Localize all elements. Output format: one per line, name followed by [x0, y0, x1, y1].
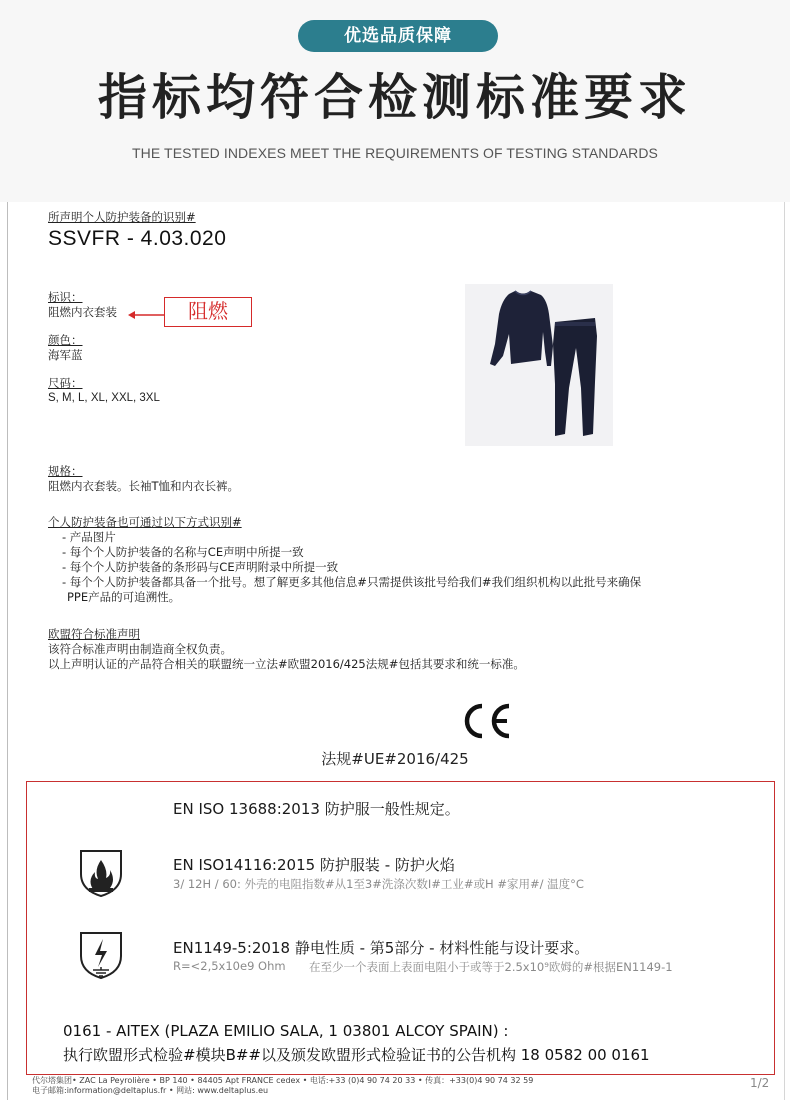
standard-en1149: EN1149-5:2018 静电性质 - 第5部分 - 材料性能与设计要求。	[173, 939, 590, 957]
identification-item: - 每个个人防护装备都具备一个批号。想了解更多其他信息#只需提供该批号给我们#我们组织机构以此批号来确保	[62, 575, 642, 589]
ce-mark-logo	[461, 702, 513, 740]
quality-badge: 优选品质保障	[298, 20, 498, 52]
eu-declaration-line: 该符合标准声明由制造商全权负责。	[48, 642, 232, 656]
size-label: 尺码：	[48, 376, 83, 390]
spec-section	[48, 464, 239, 494]
standard-en1149-resistance: R=<2,5x10e9 Ohm	[173, 959, 286, 973]
eu-declaration-label: 欧盟符合标准声明	[48, 627, 140, 641]
flame-retardant-annotation: 阻燃	[164, 297, 252, 327]
standard-en1149-note: 在至少一个表面上表面电阻小于或等于2.5x10⁹欧姆的#根据EN1149-1	[309, 960, 673, 974]
arrow-left-icon	[128, 309, 164, 321]
flame-protection-icon	[78, 848, 124, 898]
identification-item: - 每个个人防护装备的名称与CE声明中所提一致	[62, 545, 304, 559]
garment-photo	[465, 284, 613, 446]
page-title: 指标均符合检测标准要求	[97, 69, 692, 126]
spec-value: 阻燃内衣套装。长袖T恤和内衣长裤。	[48, 479, 240, 493]
standard-iso13688: EN ISO 13688:2013 防护服一般性规定。	[173, 800, 460, 818]
size-section	[48, 376, 160, 406]
doc-right-edge	[784, 202, 785, 1100]
identification-item: - 产品图片	[62, 530, 116, 544]
identification-tail: PPE产品的可追溯性。	[67, 590, 181, 604]
size-value: S, M, L, XL, XXL, 3XL	[48, 392, 160, 404]
page-subtitle: THE TESTED INDEXES MEET THE REQUIREMENTS OF TESTING STANDARDS	[132, 145, 658, 161]
document-footer	[32, 1076, 533, 1096]
spec-label: 规格：	[48, 464, 83, 478]
identification-item: - 每个个人防护装备的条形码与CE声明附录中所提一致	[62, 560, 339, 574]
standards-box	[26, 781, 775, 1075]
color-section	[48, 333, 83, 363]
standard-iso14116: EN ISO14116:2015 防护服装 - 防护火焰	[173, 856, 455, 874]
aitex-address: 0161 - AITEX (PLAZA EMILIO SALA, 1 03801 ALCOY SPAIN) :	[63, 1022, 509, 1040]
standard-iso14116-note: 3/ 12H / 60: 外壳的电阻指数#从1至3#洗涤次数I#工业#或H #家用#/ 温度°C	[173, 877, 584, 891]
product-code: SSVFR - 4.03.020	[48, 227, 227, 250]
eu-declaration-section	[48, 627, 525, 672]
color-label: 颜色：	[48, 333, 83, 347]
ce-regulation-caption: 法规#UE#2016/425	[321, 750, 469, 768]
mark-section	[48, 290, 117, 320]
mark-value: 阻燃内衣套装	[48, 305, 117, 319]
page-number: 1/2	[750, 1076, 770, 1090]
doc-left-edge	[7, 202, 8, 1100]
notified-body-statement: 执行欧盟形式检验#模块B##以及颁发欧盟形式检验证书的公告机构 18 0582 00 0161	[63, 1046, 650, 1064]
declaration-document	[0, 202, 790, 1100]
id-label: 所声明个人防护装备的识别#	[48, 210, 196, 224]
footer-web-line: 电子邮箱:information@deltaplus.fr • 网站: www.deltaplus.eu	[32, 1086, 269, 1095]
color-value: 海军蓝	[48, 348, 83, 362]
header-banner	[0, 0, 790, 202]
identification-section	[48, 515, 641, 605]
footer-contact-line: 代尔塔集团• ZAC La Peyrolière • BP 140 • 84405 Apt FRANCE cedex • 电话:+33 (0)4 90 74 20 33 • 传真：+33(0)4 90 74 32 59	[32, 1076, 534, 1085]
eu-declaration-line: 以上声明认证的产品符合相关的联盟统一立法#欧盟2016/425法规#包括其要求和统一标准。	[48, 657, 525, 671]
antistatic-icon	[78, 930, 124, 980]
identification-label: 个人防护装备也可通过以下方式识别#	[48, 515, 242, 529]
mark-label: 标识：	[48, 290, 83, 304]
